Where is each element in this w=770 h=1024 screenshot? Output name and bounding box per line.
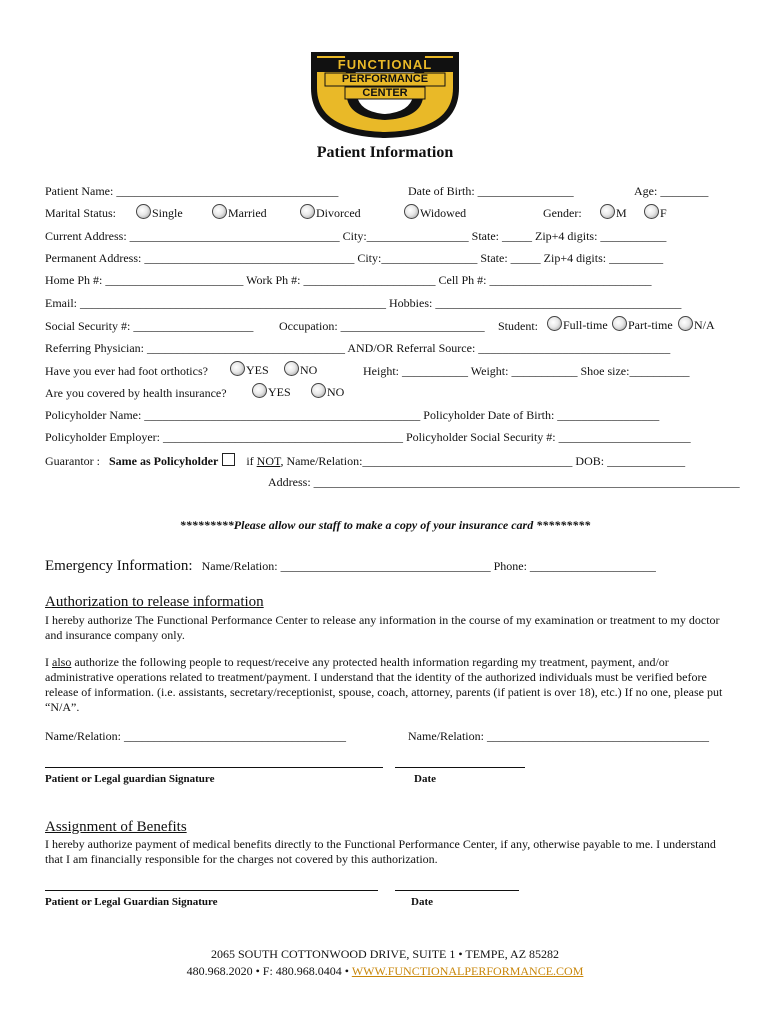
assign-date-line[interactable] — [395, 890, 519, 891]
emergency-fields[interactable]: Name/Relation: ___________________________________ Phone: _____________________ — [201, 559, 656, 573]
referring-field[interactable]: Referring Physician: _________________________________ AND/OR Referral Source: ________________________________ — [45, 341, 671, 355]
logo-line2: PERFORMANCE — [341, 73, 429, 85]
footer-address: 2065 SOUTH COTTONWOOD DRIVE, SUITE 1 • TEMPE, AZ 85282 — [210, 947, 560, 961]
insurance-no-radio-icon[interactable] — [311, 383, 326, 398]
auth-date-line[interactable] — [395, 767, 525, 768]
patient-name-row — [45, 184, 338, 198]
insurance-card-notice: *********Please allow our staff to make a copy of your insurance card ********* — [179, 518, 591, 532]
insurance-yes-radio-icon[interactable] — [252, 383, 267, 398]
policyholder-employer-field[interactable]: Policyholder Employer: ________________________________________ Policyholder Social Security #: ______________________ — [45, 430, 691, 444]
na-label: N/A — [694, 318, 715, 332]
current-address-field[interactable]: Current Address: ___________________________________ City:_________________ State: _____ Zip+4 digits: ___________ — [45, 229, 667, 243]
guarantor-row — [45, 453, 685, 468]
insurance-label: Are you covered by health insurance? — [45, 386, 227, 400]
widowed-radio-icon[interactable] — [404, 204, 419, 219]
p2-rest: authorize the following people to request/receive any protected health information regarding my treatment, payment, and/or administrative operations related to treatment/payment. I understand that the identity of the authorized individuals must be verified before release of information. (i.e. assistants, secretary/receptionist, spouse, coach, attorney, parents (if patient is over 18), etc.) If no one, please put “N/A”. — [45, 655, 723, 714]
gender-m-radio-icon[interactable] — [600, 204, 615, 219]
na-option[interactable] — [678, 316, 715, 333]
footer-contact — [0, 963, 770, 980]
guarantor-name-field[interactable]: , Name/Relation:___________________________________ DOB: _____________ — [280, 454, 686, 468]
widowed-label: Widowed — [420, 206, 467, 220]
fulltime-radio-icon[interactable] — [547, 316, 562, 331]
orthotics-label: Have you ever had foot orthotics? — [45, 364, 208, 378]
ssn-field[interactable]: Social Security #: ____________________ — [45, 319, 254, 333]
fulltime-label: Full-time — [563, 318, 608, 332]
insurance-no-option[interactable] — [311, 383, 344, 400]
logo — [305, 48, 465, 140]
patient-name-field[interactable]: Patient Name: _____________________________________ — [45, 184, 339, 198]
authorization-paragraph-1: I hereby authorize The Functional Performance Center to release any information in the course of my examination or treatment to my doctor and insurance company only. — [45, 613, 720, 642]
single-label: Single — [152, 206, 183, 220]
logo-line3: CENTER — [362, 87, 408, 99]
orthotics-yes-label: YES — [246, 363, 269, 377]
auth-signature-label: Patient or Legal guardian Signature — [45, 773, 215, 785]
orthotics-yes-radio-icon[interactable] — [230, 361, 245, 376]
na-radio-icon[interactable] — [678, 316, 693, 331]
authorized-name-1-field[interactable]: Name/Relation: _____________________________________ — [45, 729, 346, 743]
if-label: if — [246, 454, 254, 468]
student-label: Student: — [498, 319, 539, 333]
phone-fields[interactable]: Home Ph #: _______________________ Work Ph #: ______________________ Cell Ph #: ___________________________ — [45, 273, 652, 287]
permanent-address-field[interactable]: Permanent Address: ___________________________________ City:________________ State: _____ Zip+4 digits: _________ — [45, 251, 664, 265]
orthotics-no-option[interactable] — [284, 361, 317, 378]
single-option[interactable] — [136, 204, 183, 221]
single-radio-icon[interactable] — [136, 204, 151, 219]
same-as-policyholder-checkbox[interactable] — [222, 453, 235, 466]
assignment-paragraph: I hereby authorize payment of medical benefits directly to the Functional Performance Center, if any, otherwise payable to me. I understand that I am financially responsible for the charges not covered by this authorization. — [45, 837, 716, 866]
parttime-option[interactable] — [612, 316, 673, 333]
insurance-yes-option[interactable] — [252, 383, 291, 400]
gender-label: Gender: — [543, 206, 582, 220]
p2-i: I — [45, 655, 52, 669]
marital-label: Marital Status: — [45, 206, 116, 220]
auth-date-label: Date — [414, 773, 436, 785]
orthotics-yes-option[interactable] — [230, 361, 269, 378]
page-title: Patient Information — [316, 144, 454, 161]
logo-line1: FUNCTIONAL — [337, 57, 433, 72]
email-hobbies-field[interactable]: Email: ___________________________________________________ Hobbies: _________________________________________ — [45, 296, 682, 310]
guarantor-label: Guarantor : — [45, 454, 100, 468]
assign-signature-line[interactable] — [45, 890, 378, 891]
gender-f-option[interactable] — [644, 204, 667, 221]
emergency-row — [45, 559, 656, 573]
insurance-no-label: NO — [327, 385, 345, 399]
not-label: NOT — [256, 454, 281, 468]
divorced-label: Divorced — [316, 206, 361, 220]
parttime-label: Part-time — [628, 318, 673, 332]
occupation-field[interactable]: Occupation: ________________________ — [279, 319, 485, 333]
orthotics-no-radio-icon[interactable] — [284, 361, 299, 376]
divorced-option[interactable] — [300, 204, 361, 221]
policyholder-field[interactable]: Policyholder Name: ______________________________________________ Policyholder Date of Birth: _________________ — [45, 408, 660, 422]
authorized-name-2-field[interactable]: Name/Relation: _____________________________________ — [408, 729, 709, 743]
footer-phone: 480.968.2020 • F: 480.968.0404 • — [186, 964, 350, 978]
same-as-policyholder-label: Same as Policyholder — [108, 454, 219, 468]
auth-signature-line[interactable] — [45, 767, 383, 768]
dob-field[interactable]: Date of Birth: ________________ — [408, 184, 574, 198]
emergency-heading: Emergency Information: — [45, 558, 193, 574]
divorced-radio-icon[interactable] — [300, 204, 315, 219]
parttime-radio-icon[interactable] — [612, 316, 627, 331]
married-radio-icon[interactable] — [212, 204, 227, 219]
insurance-yes-label: YES — [268, 385, 291, 399]
widowed-option[interactable] — [404, 204, 466, 221]
fulltime-option[interactable] — [547, 316, 608, 333]
gender-f-radio-icon[interactable] — [644, 204, 659, 219]
guarantor-address-field[interactable]: Address: _______________________________________________________________________ — [268, 475, 740, 489]
married-label: Married — [228, 206, 267, 220]
gender-m-label: M — [616, 206, 627, 220]
marital-row — [45, 206, 116, 220]
gender-f-label: F — [660, 206, 667, 220]
married-option[interactable] — [212, 204, 267, 221]
authorization-heading: Authorization to release information — [45, 594, 264, 610]
p2-also: also — [52, 655, 72, 669]
gender-m-option[interactable] — [600, 204, 627, 221]
footer-website-link[interactable]: WWW.FUNCTIONALPERFORMANCE.COM — [351, 964, 584, 978]
assignment-heading: Assignment of Benefits — [45, 819, 187, 835]
age-field[interactable]: Age: ________ — [634, 184, 709, 198]
height-weight-shoe-field[interactable]: Height: ___________ Weight: ___________ Shoe size:__________ — [363, 364, 690, 378]
authorization-paragraph-2 — [45, 655, 725, 715]
orthotics-no-label: NO — [300, 363, 318, 377]
assign-date-label: Date — [411, 896, 433, 908]
assign-signature-label: Patient or Legal Guardian Signature — [45, 896, 218, 908]
